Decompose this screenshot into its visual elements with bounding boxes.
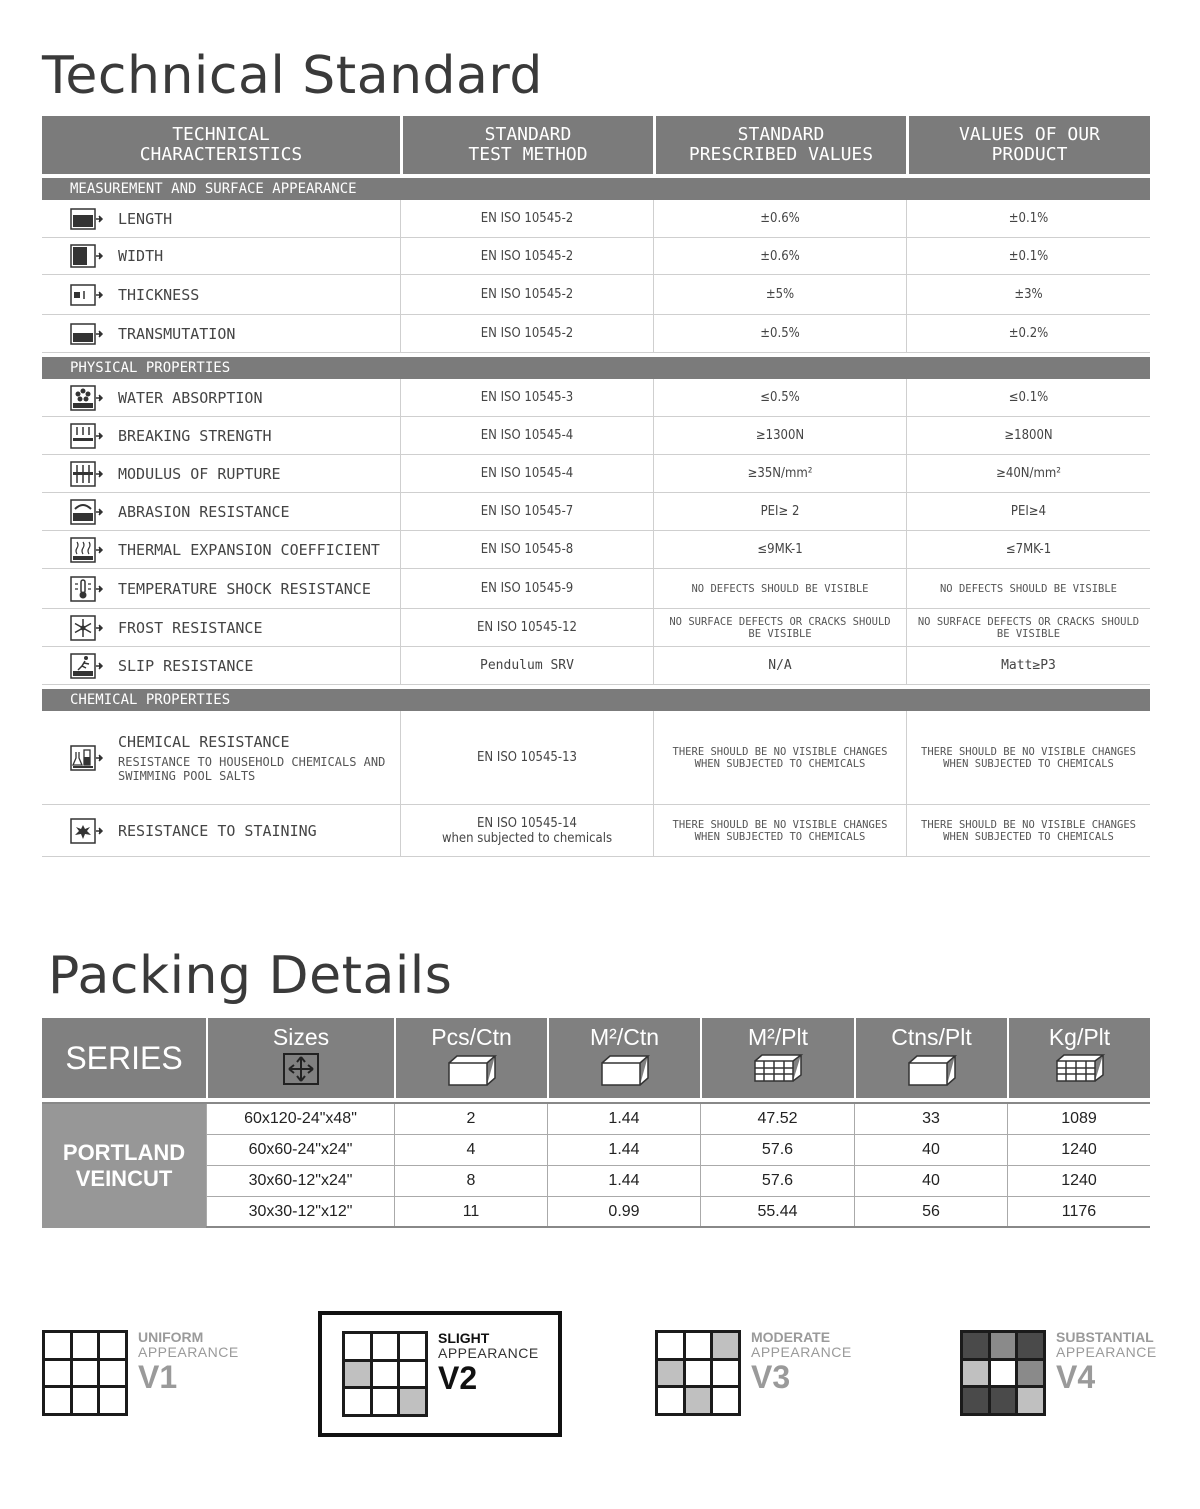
section-header: PHYSICAL PROPERTIES [42, 357, 1150, 379]
table-row [42, 531, 1150, 569]
technical-table-header [42, 116, 1150, 174]
characteristic-name: ABRASION RESISTANCE [118, 502, 290, 521]
characteristic-cell [42, 315, 400, 352]
grid-cell [400, 1334, 425, 1359]
characteristic-cell [42, 238, 400, 274]
appearance-code: V2 [438, 1360, 478, 1396]
pcs-ctn-cell: 2 [394, 1104, 547, 1134]
table-row [206, 1135, 1150, 1166]
header-pcs-ctn: Pcs/Ctn [394, 1018, 547, 1098]
grid-cell [658, 1361, 683, 1386]
section-header: CHEMICAL PROPERTIES [42, 689, 1150, 711]
product-value-cell: ≤7MK-1 [906, 531, 1150, 568]
grid-cell [686, 1333, 711, 1358]
pcs-ctn-cell: 8 [394, 1166, 547, 1196]
prescribed-value-cell: ±0.6% [653, 200, 906, 237]
prescribed-value-cell: NO DEFECTS SHOULD BE VISIBLE [653, 569, 906, 608]
appearance-level: SLIGHT [438, 1330, 490, 1346]
grid-cell [658, 1388, 683, 1413]
m2-plt-cell: 55.44 [700, 1197, 854, 1226]
appearance-level: UNIFORM [138, 1329, 204, 1345]
grid-cell [963, 1361, 988, 1386]
product-value-cell: PEI≥4 [906, 493, 1150, 530]
characteristic-cell [42, 200, 400, 237]
product-value-cell: THERE SHOULD BE NO VISIBLE CHANGES WHEN SUBJECTED TO CHEMICALS [906, 805, 1150, 856]
test-method-cell: EN ISO 10545-4 [400, 455, 653, 492]
header-kg-plt: Kg/Plt [1007, 1018, 1150, 1098]
header-series: SERIES [65, 1039, 183, 1076]
grid-cell [963, 1388, 988, 1413]
prescribed-value-cell: ≥35N/mm² [653, 455, 906, 492]
characteristic-cell [42, 569, 400, 608]
m2-ctn-cell: 0.99 [547, 1197, 700, 1226]
table-row [42, 200, 1150, 238]
thermal-expansion-icon [70, 537, 104, 563]
appearance-label: APPEARANCE [1056, 1344, 1157, 1360]
m2-plt-cell: 57.6 [700, 1166, 854, 1196]
table-row [42, 315, 1150, 353]
table-row [206, 1104, 1150, 1135]
characteristic-cell [42, 417, 400, 454]
packing-table-header [42, 1018, 1150, 1098]
table-row [42, 647, 1150, 685]
m2-ctn-cell: 1.44 [547, 1166, 700, 1196]
m2-ctn-cell: 1.44 [547, 1104, 700, 1134]
characteristic-subtitle: RESISTANCE TO HOUSEHOLD CHEMICALS AND SWIMMING POOL SALTS [118, 754, 386, 783]
carton-icon [600, 1053, 650, 1087]
prescribed-value-cell: ≤9MK-1 [653, 531, 906, 568]
staining-icon [70, 818, 104, 844]
characteristic-name: TRANSMUTATION [118, 324, 236, 343]
header-standard-test-method: STANDARD TEST METHOD [400, 116, 653, 174]
technical-standard-title: Technical Standard [42, 46, 543, 106]
product-value-cell: ±0.1% [906, 200, 1150, 237]
appearance-variation-1 [42, 1330, 258, 1416]
grid-cell [345, 1334, 370, 1359]
width-icon [70, 243, 104, 269]
breaking-strength-icon [70, 423, 104, 449]
slip-resistance-icon [70, 653, 104, 679]
grid-cell [686, 1388, 711, 1413]
grid-cell [45, 1388, 70, 1413]
test-method-cell: EN ISO 10545-3 [400, 379, 653, 416]
appearance-code: V1 [138, 1359, 178, 1395]
characteristic-name: CHEMICAL RESISTANCE [118, 732, 290, 751]
grid-cell [658, 1333, 683, 1358]
grid-cell [345, 1362, 370, 1387]
appearance-label: APPEARANCE [438, 1345, 539, 1361]
grid-cell [713, 1388, 738, 1413]
grid-cell [400, 1362, 425, 1387]
table-row [42, 805, 1150, 857]
table-row [42, 569, 1150, 609]
kg-plt-cell: 1240 [1007, 1135, 1150, 1165]
pcs-ctn-cell: 11 [394, 1197, 547, 1226]
grid-cell [73, 1388, 98, 1413]
characteristic-cell [42, 711, 400, 804]
grid-cell [100, 1388, 125, 1413]
table-row [206, 1197, 1150, 1228]
kg-plt-cell: 1089 [1007, 1104, 1150, 1134]
prescribed-value-cell: ±0.6% [653, 238, 906, 274]
prescribed-value-cell: ±0.5% [653, 315, 906, 352]
m2-plt-cell: 47.52 [700, 1104, 854, 1134]
product-value-cell: NO SURFACE DEFECTS OR CRACKS SHOULD BE VISIBLE [906, 609, 1150, 646]
grid-cell [373, 1362, 398, 1387]
header-values-of-our-product: VALUES OF OUR PRODUCT [906, 116, 1150, 174]
prescribed-value-cell: THERE SHOULD BE NO VISIBLE CHANGES WHEN SUBJECTED TO CHEMICALS [653, 805, 906, 856]
prescribed-value-cell: NO SURFACE DEFECTS OR CRACKS SHOULD BE VISIBLE [653, 609, 906, 646]
grid-cell [373, 1389, 398, 1414]
m2-ctn-cell: 1.44 [547, 1135, 700, 1165]
prescribed-value-cell: ≥1300N [653, 417, 906, 454]
appearance-label: APPEARANCE [138, 1344, 239, 1360]
test-method-cell: EN ISO 10545-14 when subjected to chemicals [400, 805, 653, 856]
table-row [42, 711, 1150, 805]
appearance-code: V4 [1056, 1359, 1096, 1395]
technical-table [42, 116, 1150, 857]
appearance-label: APPEARANCE [751, 1344, 852, 1360]
grid-cell [1018, 1333, 1043, 1358]
test-method-cell: EN ISO 10545-13 [400, 711, 653, 804]
packing-table [42, 1018, 1150, 1228]
table-row [42, 379, 1150, 417]
characteristic-name: SLIP RESISTANCE [118, 656, 254, 675]
appearance-level: SUBSTANTIAL [1056, 1329, 1154, 1345]
test-method-cell: EN ISO 10545-2 [400, 238, 653, 274]
grid-cell [1018, 1388, 1043, 1413]
appearance-variation-4 [960, 1329, 1157, 1416]
grid-cell [713, 1333, 738, 1358]
characteristic-cell [42, 275, 400, 314]
transmutation-icon [70, 321, 104, 347]
product-value-cell: Matt≥P3 [906, 647, 1150, 684]
section-header: MEASUREMENT AND SURFACE APPEARANCE [42, 178, 1150, 200]
table-row [42, 275, 1150, 315]
kg-plt-cell: 1176 [1007, 1197, 1150, 1226]
characteristic-cell [42, 493, 400, 530]
size-cell: 30x60-12"x24" [206, 1166, 394, 1196]
characteristic-cell [42, 455, 400, 492]
grid-cell [991, 1333, 1016, 1358]
product-value-cell: ±3% [906, 275, 1150, 314]
ctns-plt-cell: 40 [854, 1166, 1007, 1196]
prescribed-value-cell: ±5% [653, 275, 906, 314]
size-cell: 30x30-12"x12" [206, 1197, 394, 1226]
appearance-level: MODERATE [751, 1329, 831, 1345]
temperature-shock-icon [70, 576, 104, 602]
appearance-variation-2 [318, 1311, 562, 1437]
carton-icon [907, 1053, 957, 1087]
characteristic-name: FROST RESISTANCE [118, 618, 263, 637]
pallet-icon [1055, 1053, 1105, 1083]
grid-cell [45, 1361, 70, 1386]
prescribed-value-cell: PEI≥ 2 [653, 493, 906, 530]
header-m2-plt: M²/Plt [700, 1018, 854, 1098]
modulus-of-rupture-icon [70, 461, 104, 487]
header-standard-prescribed-values: STANDARD PRESCRIBED VALUES [653, 116, 906, 174]
chemical-resistance-icon [70, 745, 104, 771]
table-row [42, 493, 1150, 531]
length-icon [70, 206, 104, 232]
grid-cell [73, 1361, 98, 1386]
characteristic-name: THERMAL EXPANSION COEFFICIENT [118, 540, 380, 559]
appearance-grid-icon [960, 1330, 1046, 1416]
m2-plt-cell: 57.6 [700, 1135, 854, 1165]
grid-cell [45, 1333, 70, 1358]
table-row [42, 455, 1150, 493]
characteristic-name: THICKNESS [118, 285, 200, 304]
product-value-cell: ±0.1% [906, 238, 1150, 274]
test-method-cell: EN ISO 10545-4 [400, 417, 653, 454]
characteristic-name: BREAKING STRENGTH [118, 426, 272, 445]
grid-cell [73, 1333, 98, 1358]
grid-cell [713, 1361, 738, 1386]
product-value-cell: THERE SHOULD BE NO VISIBLE CHANGES WHEN SUBJECTED TO CHEMICALS [906, 711, 1150, 804]
characteristic-cell [42, 379, 400, 416]
grid-cell [1018, 1361, 1043, 1386]
test-method-cell: EN ISO 10545-9 [400, 569, 653, 608]
test-method-cell: EN ISO 10545-8 [400, 531, 653, 568]
ctns-plt-cell: 56 [854, 1197, 1007, 1226]
appearance-variation-3 [655, 1330, 871, 1416]
characteristic-name: RESISTANCE TO STAINING [118, 821, 317, 840]
grid-cell [686, 1361, 711, 1386]
characteristic-cell [42, 531, 400, 568]
table-row [42, 238, 1150, 275]
characteristic-name: WIDTH [118, 247, 164, 265]
grid-cell [991, 1388, 1016, 1413]
test-method-cell: EN ISO 10545-12 [400, 609, 653, 646]
header-ctns-plt: Ctns/Plt [854, 1018, 1007, 1098]
ctns-plt-cell: 33 [854, 1104, 1007, 1134]
characteristic-cell [42, 647, 400, 684]
product-value-cell: NO DEFECTS SHOULD BE VISIBLE [906, 569, 1150, 608]
grid-cell [100, 1361, 125, 1386]
water-absorption-icon [70, 385, 104, 411]
prescribed-value-cell: ≤0.5% [653, 379, 906, 416]
series-name: PORTLAND VEINCUT [42, 1104, 206, 1228]
table-row [42, 609, 1150, 647]
grid-cell [100, 1333, 125, 1358]
grid-cell [991, 1361, 1016, 1386]
characteristic-name: WATER ABSORPTION [118, 388, 263, 407]
prescribed-value-cell: THERE SHOULD BE NO VISIBLE CHANGES WHEN SUBJECTED TO CHEMICALS [653, 711, 906, 804]
characteristic-cell [42, 609, 400, 646]
test-method-cell: EN ISO 10545-2 [400, 275, 653, 314]
grid-cell [963, 1333, 988, 1358]
grid-cell [373, 1334, 398, 1359]
product-value-cell: ≥1800N [906, 417, 1150, 454]
ctns-plt-cell: 40 [854, 1135, 1007, 1165]
header-m2-ctn: M²/Ctn [547, 1018, 700, 1098]
size-cell: 60x60-24"x24" [206, 1135, 394, 1165]
abrasion-resistance-icon [70, 499, 104, 525]
thickness-icon [70, 282, 104, 308]
kg-plt-cell: 1240 [1007, 1166, 1150, 1196]
appearance-grid-icon [42, 1330, 128, 1416]
header-sizes: Sizes [206, 1018, 394, 1098]
characteristic-name: MODULUS OF RUPTURE [118, 464, 281, 483]
appearance-code: V3 [751, 1359, 791, 1395]
size-cell: 60x120-24"x48" [206, 1104, 394, 1134]
packing-table-body [42, 1102, 1150, 1228]
test-method-cell: EN ISO 10545-2 [400, 200, 653, 237]
characteristic-name: TEMPERATURE SHOCK RESISTANCE [118, 579, 371, 598]
appearance-grid-icon [342, 1331, 428, 1417]
test-method-cell: Pendulum SRV [400, 647, 653, 684]
product-value-cell: ±0.2% [906, 315, 1150, 352]
frost-resistance-icon [70, 615, 104, 641]
characteristic-cell [42, 805, 400, 856]
carton-icon [447, 1053, 497, 1087]
pallet-icon [753, 1053, 803, 1083]
appearance-grid-icon [655, 1330, 741, 1416]
test-method-cell: EN ISO 10545-7 [400, 493, 653, 530]
pcs-ctn-cell: 4 [394, 1135, 547, 1165]
grid-cell [345, 1389, 370, 1414]
product-value-cell: ≥40N/mm² [906, 455, 1150, 492]
test-method-cell: EN ISO 10545-2 [400, 315, 653, 352]
characteristic-name: LENGTH [118, 209, 173, 228]
header-technical-characteristics: TECHNICAL CHARACTERISTICS [42, 116, 400, 174]
packing-details-title: Packing Details [48, 946, 453, 1006]
prescribed-value-cell: N/A [653, 647, 906, 684]
product-value-cell: ≤0.1% [906, 379, 1150, 416]
table-row [206, 1166, 1150, 1197]
grid-cell [400, 1389, 425, 1414]
sizes-arrows-icon [283, 1053, 319, 1085]
table-row [42, 417, 1150, 455]
